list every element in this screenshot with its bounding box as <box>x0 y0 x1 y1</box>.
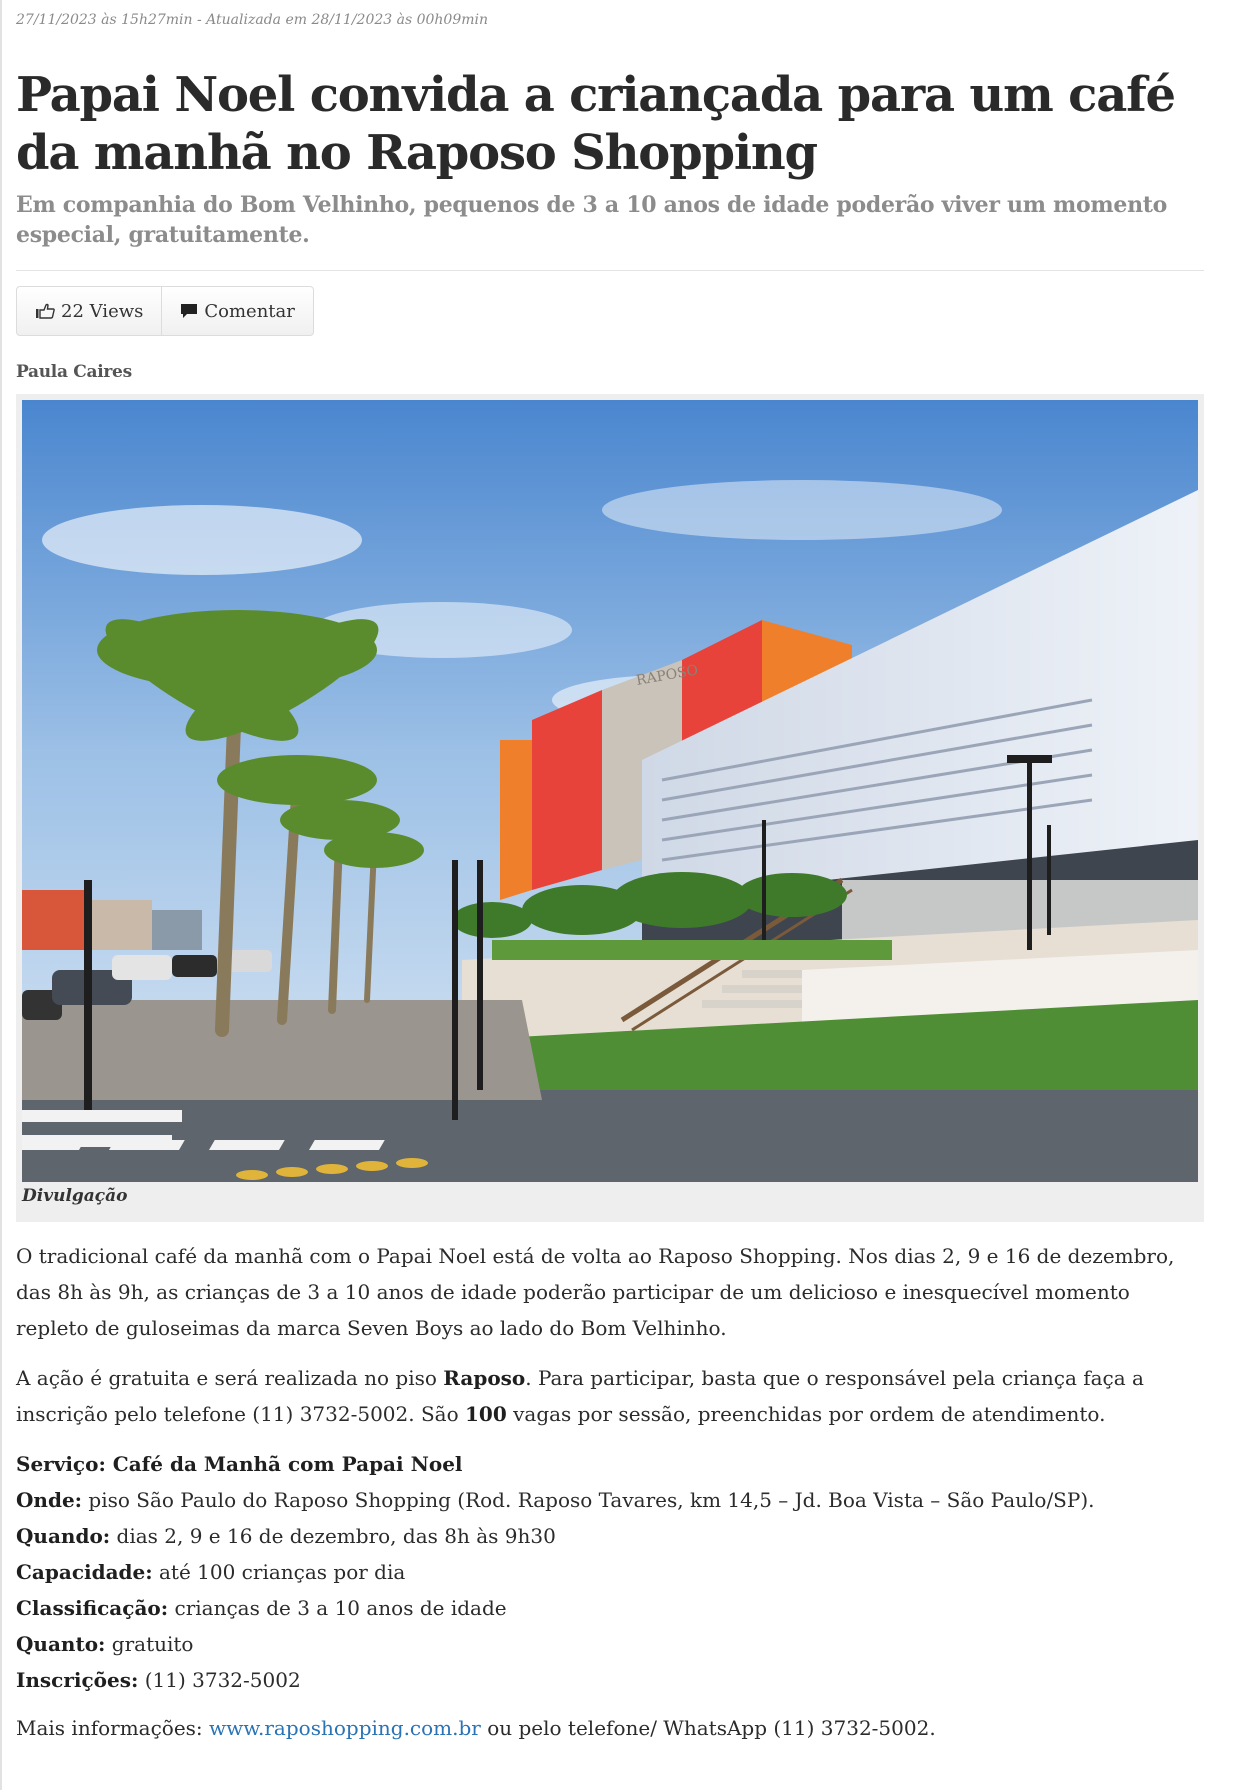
article-toolbar <box>16 286 314 336</box>
views-label: 22 Views <box>61 300 144 322</box>
article-title: Papai Noel convida a criançada para um café da manhã no Raposo Shopping <box>16 67 1175 181</box>
body-paragraph: O tradicional café da manhã com o Papai Noel está de volta ao Raposo Shopping. Nos dias 2, 9 e 16 de dezembro, das 8h às 9h, as crianças de 3 a 10 anos de idade poderão participar de um delicioso e inesquecível momento repleto de guloseimas da marca Seven Boys ao lado do Bom Velhinho. <box>16 1244 1175 1340</box>
service-row-classificacao <box>16 1590 1204 1626</box>
service-row-inscricoes <box>16 1662 1204 1698</box>
left-border <box>0 0 2 1790</box>
service-row-label: Capacidade: <box>16 1560 153 1584</box>
service-row-label: Onde: <box>16 1488 83 1512</box>
article-author: Paula Caires <box>16 362 132 382</box>
shopping-mall-photo[interactable] <box>22 400 1198 1182</box>
service-row-label: Quanto: <box>16 1632 106 1656</box>
service-info-block <box>16 1446 1204 1698</box>
facade-sign: RAPOSO <box>634 662 700 689</box>
service-title <box>16 1446 1204 1482</box>
body-paragraph <box>16 1360 1204 1432</box>
service-row-quanto <box>16 1626 1204 1662</box>
website-link[interactable]: www.raposhopping.com.br <box>209 1716 481 1740</box>
pointing-hand-icon <box>35 303 55 319</box>
comment-button[interactable] <box>161 287 313 335</box>
views-button[interactable] <box>17 287 161 335</box>
body-bold-span: 100 <box>464 1402 507 1426</box>
article-figure <box>16 394 1204 1222</box>
article-subtitle: Em companhia do Bom Velhinho, pequenos de 3 a 10 anos de idade poderão viver um momento especial, gratuitamente. <box>16 192 1167 248</box>
service-row-value: piso São Paulo do Raposo Shopping (Rod. Raposo Tavares, km 14,5 – Jd. Boa Vista – São Paulo/SP). <box>82 1488 1095 1512</box>
article-container <box>16 0 1204 1760</box>
body-text-span: vagas por sessão, preenchidas por ordem de atendimento. <box>506 1402 1106 1426</box>
article-body <box>16 1238 1204 1746</box>
service-row-value: dias 2, 9 e 16 de dezembro, das 8h às 9h30 <box>110 1524 556 1548</box>
more-info-prefix: Mais informações: <box>16 1716 210 1740</box>
article-dateline: 27/11/2023 às 15h27min - Atualizada em 28/11/2023 às 00h09min <box>16 12 489 28</box>
more-info-paragraph <box>16 1710 1204 1746</box>
more-info-suffix: ou pelo telefone/ WhatsApp (11) 3732-5002. <box>480 1716 936 1740</box>
service-row-value: gratuito <box>105 1632 194 1656</box>
comment-label: Comentar <box>204 300 295 322</box>
body-text-span: A ação é gratuita e será realizada no piso <box>16 1366 444 1390</box>
speech-bubble-icon <box>180 303 198 319</box>
service-row-onde <box>16 1482 1204 1518</box>
service-row-value: crianças de 3 a 10 anos de idade <box>168 1596 507 1620</box>
service-row-value: até 100 crianças por dia <box>152 1560 406 1584</box>
service-row-quando <box>16 1518 1204 1554</box>
service-row-label: Classificação: <box>16 1596 169 1620</box>
body-bold-span: Raposo <box>443 1366 526 1390</box>
body-text-span: . Para participar, basta que o responsável pela criança faça a inscrição pelo telefone (11) 3732-5002. São <box>16 1366 1144 1426</box>
service-row-label: Quando: <box>16 1524 111 1548</box>
service-row-label: Inscrições: <box>16 1668 139 1692</box>
header-divider <box>16 270 1204 271</box>
service-row-value: (11) 3732-5002 <box>138 1668 301 1692</box>
service-title-text: Serviço: Café da Manhã com Papai Noel <box>16 1452 463 1476</box>
photo-caption: Divulgação <box>22 1186 128 1206</box>
service-row-capacidade <box>16 1554 1204 1590</box>
